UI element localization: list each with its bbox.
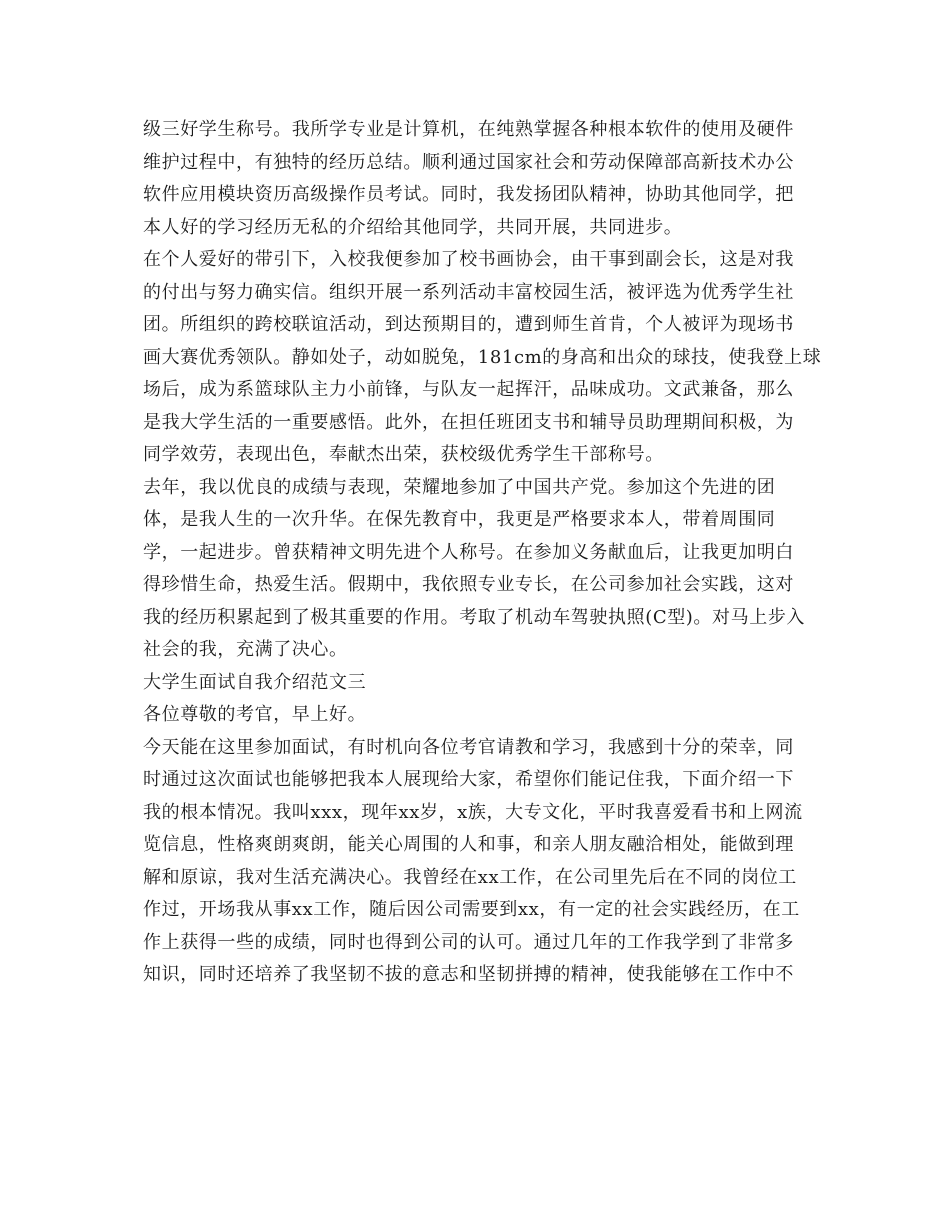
text-line: 解和原谅，我对生活充满决心。我曾经在xx工作，在公司里先后在不同的岗位工 [143,866,797,888]
text-line: 的付出与努力确实信。组织开展一系列活动丰富校园生活，被评选为优秀学生社 [143,281,794,303]
text-line: 同学效劳，表现出色，奉献杰出荣，获校级优秀学生干部称号。 [143,444,664,465]
document-body [143,114,822,992]
text-line: 我的根本情况。我叫xxx，现年xx岁，x族，大专文化，平时我喜爱看书和上网流 [143,801,803,823]
text-line: 维护过程中，有独特的经历总结。顺利通过国家社会和劳动保障部高新技术办公 [143,151,794,173]
text-line: 我的经历积累起到了极其重要的作用。考取了机动车驾驶执照(C型)。对马上步入 [143,606,806,628]
text-line: 作过，开场我从事xx工作，随后因公司需要到xx，有一定的社会实践经历，在工 [143,899,800,920]
text-line: 场后，成为系篮球队主力小前锋，与队友一起挥汗，品味成功。文武兼备，那么 [143,379,794,400]
text-line: 级三好学生称号。我所学专业是计算机，在纯熟掌握各种根本软件的使用及硬件 [143,119,794,140]
text-line: 在个人爱好的带引下，入校我便参加了校书画协会，由干事到副会长，这是对我 [143,249,794,270]
text-line: 社会的我，充满了决心。 [143,639,348,660]
text-line: 团。所组织的跨校联谊活动，到达预期目的，遭到师生首肯，个人被评为现场书 [143,314,794,335]
text-line: 今天能在这里参加面试，有时机向各位考官请教和学习，我感到十分的荣幸，同 [143,736,794,758]
text-line: 得珍惜生命，热爱生活。假期中，我依照专业专长，在公司参加社会实践，这对 [143,574,794,595]
section-heading: 大学生面试自我介绍范文三 [143,671,367,693]
text-line: 体，是我人生的一次升华。在保先教育中，我更是严格要求本人，带着周围同 [143,509,776,530]
text-line: 画大赛优秀领队。静如处子，动如脱兔，181cm的身高和出众的球技，使我登上球 [143,346,822,368]
text-line: 览信息，性格爽朗爽朗，能关心周围的人和事，和亲人朋友融洽相处，能做到理 [143,834,794,855]
greeting-line: 各位尊敬的考官，早上好。 [143,704,367,725]
text-line: 学，一起进步。曾获精神文明先进个人称号。在参加义务献血后，让我更加明白 [143,541,794,563]
text-line: 本人好的学习经历无私的介绍给其他同学，共同开展，共同进步。 [143,216,683,238]
text-line: 软件应用模块资历高级操作员考试。同时，我发扬团队精神，协助其他同学，把 [143,184,794,205]
text-line: 知识，同时还培养了我坚韧不拔的意志和坚韧拼搏的精神，使我能够在工作中不 [143,964,794,985]
text-line: 是我大学生活的一重要感悟。此外，在担任班团支书和辅导员助理期间积极，为 [143,411,794,433]
text-line: 时通过这次面试也能够把我本人展现给大家，希望你们能记住我，下面介绍一下 [143,769,794,790]
text-line: 去年，我以优良的成绩与表现，荣耀地参加了中国共产党。参加这个先进的团 [143,476,776,498]
text-line: 作上获得一些的成绩，同时也得到公司的认可。通过几年的工作我学到了非常多 [143,931,794,953]
